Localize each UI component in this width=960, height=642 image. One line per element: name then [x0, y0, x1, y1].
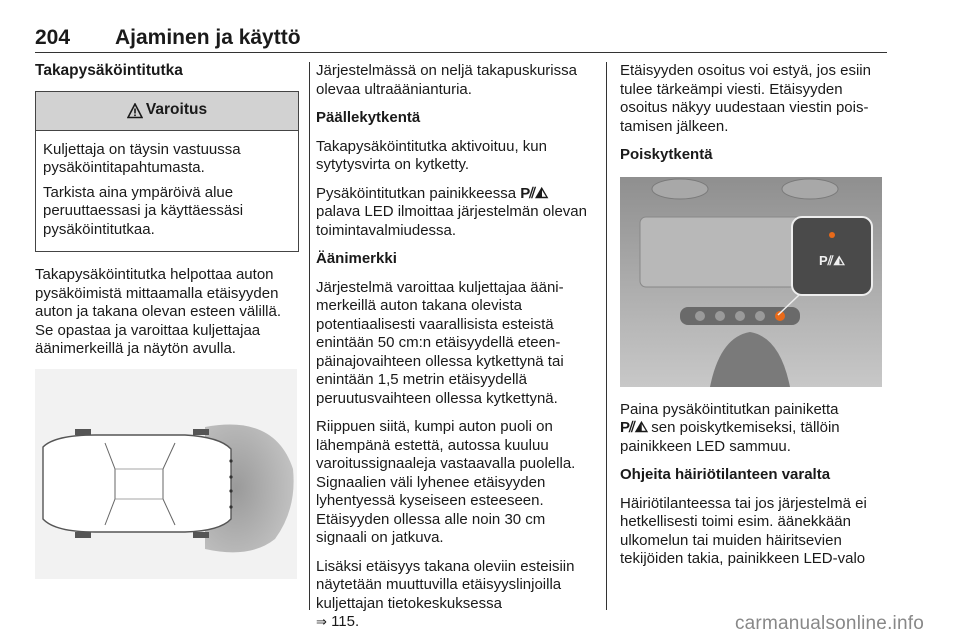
signal-side-paragraph: Riippuen siitä, kumpi auton puoli on lähempänä estettä, autossa kuuluu varoitussignaaleja vastaavalla puolella. Signaalien väli lyhenee etäisyyden lyhentyessä kyseiseen esteeseen. Etäisyyden ollessa alle noin 30 cm signaali on jatkuva. — [316, 418, 576, 546]
warning-box — [35, 91, 299, 253]
warning-body — [36, 131, 298, 252]
switch-off-text-start: Paina pysäköintitutkan painiketta — [620, 400, 839, 418]
figure-button-label: P⫽◭ — [818, 252, 846, 268]
distance-lines-paragraph — [316, 558, 592, 632]
warning-paragraph: Kuljettaja on täysin vastuussa pysäköintitapahtumasta. — [43, 140, 241, 176]
button-location-figure — [620, 177, 882, 387]
switch-on-heading: Päällekytkentä — [316, 109, 421, 126]
sound-paragraph: Järjestelmä varoittaa kuljettajaa äänimerkeillä auton takana olevista potentiaalisesti vaarallisista esteistä enintään 50 cm:n etäisyydellä eteenpäinajovaihteen ollessa kytkettynä tai enintään 1,5 metrin etäisyydellä peruutusvaihteen ollessa kytkettynä. — [316, 278, 564, 407]
sensors-paragraph: Järjestelmässä on neljä takapuskurissa olevaa ultraäänianturia. — [316, 62, 577, 98]
warning-header — [36, 92, 298, 131]
column-divider — [309, 62, 310, 610]
parking-button-symbol: P⫽◭ — [520, 184, 548, 202]
distance-lines-text: Lisäksi etäisyys takana oleviin esteisiin näytetään muuttuvilla etäisyyslinjoilla kuljettajan tietokeskuksessa — [316, 557, 575, 612]
switch-on-paragraph: Takapysäköintitutka aktivoituu, kun sytytysvirta on kytketty. — [316, 137, 547, 173]
warning-triangle-icon — [127, 103, 143, 119]
car-sensor-figure — [35, 369, 297, 579]
watermark: carmanualsonline.info — [734, 613, 924, 634]
car-top-view-illustration — [35, 369, 297, 579]
header-rule — [35, 52, 887, 53]
display-paragraph: Etäisyyden osoitus voi estyä, jos esiin tulee tärkeämpi viesti. Etäisyyden osoitus näkyy uudestaan viestin poistamisen jälkeen. — [620, 62, 871, 135]
page-reference: 115. — [331, 613, 360, 630]
section-title: Takapysäköintitutka — [35, 62, 183, 79]
page-number: 204 — [35, 26, 71, 49]
page-header — [35, 22, 887, 54]
column-2 — [316, 62, 592, 642]
fault-paragraph: Häiriötilanteessa tai jos järjestelmä ei hetkellisesti toimi esim. äänekkään ulkomelun tai muiden häiritsevien tekijöiden takia, painikkeen LED-valo — [620, 494, 867, 567]
page-ref-arrow-icon: ⇒ — [316, 614, 327, 629]
column-divider — [606, 62, 607, 610]
column-1 — [35, 62, 299, 579]
column-3 — [620, 62, 888, 579]
led-text-start: Pysäköintitutkan painikkeessa — [316, 184, 521, 202]
switch-off-heading: Poiskytkentä — [620, 146, 713, 163]
switch-off-paragraph — [620, 401, 888, 457]
warning-title: Varoitus — [145, 101, 208, 119]
warning-paragraph: Tarkista aina ympäröivä alue peruuttaessasi ja käyttäessäsi pysäköintitutkaa. — [43, 183, 244, 238]
parking-button-symbol: P⫽◭ — [620, 419, 648, 436]
led-text-end: palava LED ilmoittaa järjestelmän olevan toimintavalmiudessa. — [316, 203, 587, 239]
intro-paragraph: Takapysäköintitutka helpottaa auton pysäköimistä mittaamalla etäisyyden auton ja takana olevan esteen välillä. Se opastaa ja varoittaa kuljettajaa äänimerkeillä ja näytön avulla. — [35, 266, 282, 357]
center-console-illustration — [620, 177, 882, 387]
switch-off-text-end: sen poiskytkemiseksi, tällöin painikkeen LED sammuu. — [620, 419, 840, 455]
led-paragraph — [316, 185, 592, 241]
sound-heading: Äänimerkki — [316, 250, 397, 267]
chapter-title: Ajaminen ja käyttö — [115, 26, 301, 49]
fault-heading: Ohjeita häiriötilanteen varalta — [620, 466, 831, 483]
